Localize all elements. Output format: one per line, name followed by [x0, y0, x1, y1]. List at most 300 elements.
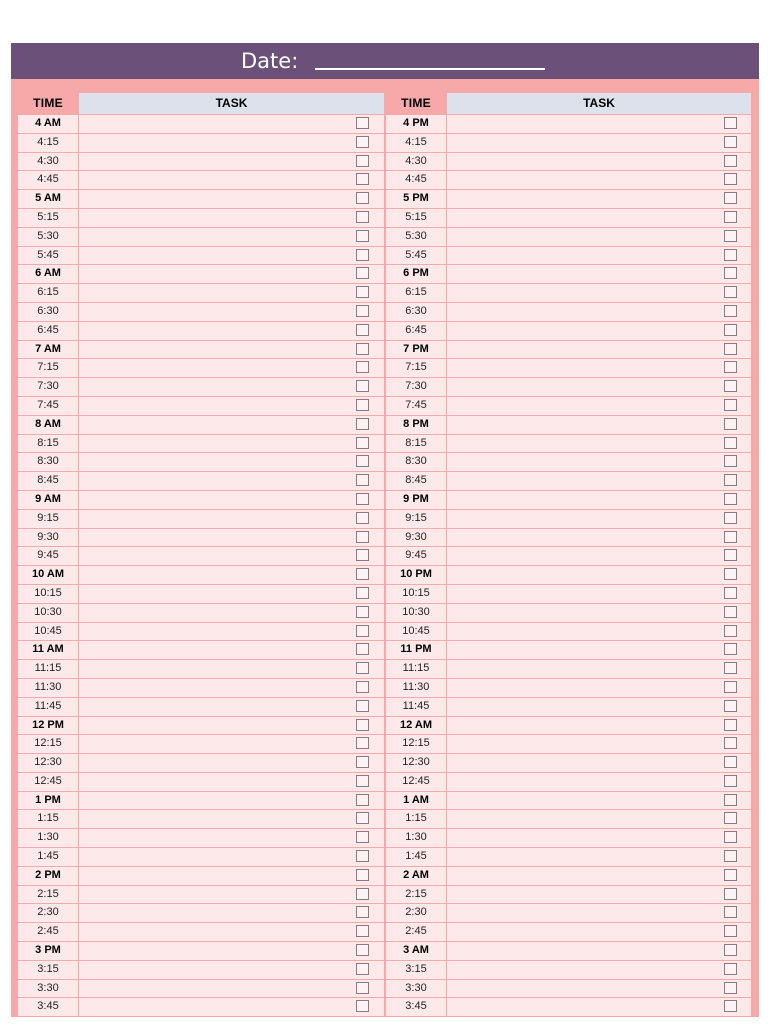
task-cell[interactable] — [79, 265, 384, 283]
task-checkbox[interactable] — [356, 719, 369, 731]
schedule-row — [386, 340, 751, 359]
task-cell[interactable] — [79, 735, 384, 753]
time-cell: 12 AM — [386, 717, 446, 735]
time-cell: 3:30 — [386, 980, 446, 998]
task-checkbox[interactable] — [356, 568, 369, 580]
schedule-row — [18, 396, 384, 415]
time-cell: 1 PM — [18, 792, 78, 810]
time-cell: 7:45 — [18, 397, 78, 415]
time-cell: 7 AM — [18, 341, 78, 359]
schedule-row — [18, 584, 384, 603]
task-cell[interactable] — [447, 190, 751, 208]
task-cell[interactable] — [79, 754, 384, 772]
task-cell[interactable] — [447, 491, 751, 509]
task-checkbox[interactable] — [724, 719, 737, 731]
time-cell: 9:30 — [18, 529, 78, 547]
task-cell[interactable] — [79, 134, 384, 152]
task-checkbox[interactable] — [724, 643, 737, 655]
task-checkbox[interactable] — [724, 361, 737, 373]
time-cell: 10:45 — [18, 623, 78, 641]
task-cell[interactable] — [447, 209, 751, 227]
task-checkbox[interactable] — [356, 812, 369, 824]
task-checkbox[interactable] — [356, 775, 369, 787]
time-cell: 12:15 — [386, 735, 446, 753]
task-column-header: TASK — [447, 93, 751, 114]
task-checkbox[interactable] — [356, 136, 369, 148]
time-cell: 1 AM — [386, 792, 446, 810]
task-cell[interactable] — [447, 773, 751, 791]
time-cell: 1:30 — [386, 829, 446, 847]
task-cell[interactable] — [447, 698, 751, 716]
task-cell[interactable] — [79, 829, 384, 847]
time-cell: 7:15 — [18, 359, 78, 377]
task-cell[interactable] — [79, 679, 384, 697]
time-cell: 10:15 — [18, 585, 78, 603]
schedule-row — [18, 866, 384, 885]
task-cell[interactable] — [79, 190, 384, 208]
task-cell[interactable] — [79, 604, 384, 622]
task-cell[interactable] — [79, 341, 384, 359]
task-cell[interactable] — [79, 209, 384, 227]
time-cell: 5:15 — [18, 209, 78, 227]
task-cell[interactable] — [447, 810, 751, 828]
task-checkbox[interactable] — [356, 963, 369, 975]
task-checkbox[interactable] — [356, 869, 369, 881]
time-cell: 8 PM — [386, 416, 446, 434]
schedule-row — [386, 208, 751, 227]
time-cell: 7 PM — [386, 341, 446, 359]
time-cell: 4:15 — [386, 134, 446, 152]
task-checkbox[interactable] — [356, 173, 369, 185]
task-checkbox[interactable] — [724, 343, 737, 355]
task-checkbox[interactable] — [356, 192, 369, 204]
task-cell[interactable] — [79, 416, 384, 434]
task-cell[interactable] — [79, 998, 384, 1016]
task-cell[interactable] — [447, 848, 751, 866]
task-cell[interactable] — [79, 717, 384, 735]
schedule-row — [18, 885, 384, 904]
task-checkbox[interactable] — [724, 267, 737, 279]
task-cell[interactable] — [79, 980, 384, 998]
task-checkbox[interactable] — [724, 756, 737, 768]
task-cell[interactable] — [79, 904, 384, 922]
task-checkbox[interactable] — [724, 305, 737, 317]
task-checkbox[interactable] — [724, 230, 737, 242]
time-cell: 1:15 — [18, 810, 78, 828]
task-cell[interactable] — [79, 153, 384, 171]
task-checkbox[interactable] — [724, 775, 737, 787]
task-checkbox[interactable] — [356, 399, 369, 411]
task-cell[interactable] — [447, 247, 751, 265]
task-checkbox[interactable] — [724, 380, 737, 392]
task-cell[interactable] — [79, 378, 384, 396]
task-cell[interactable] — [79, 773, 384, 791]
task-checkbox[interactable] — [724, 155, 737, 167]
task-checkbox[interactable] — [356, 343, 369, 355]
task-checkbox[interactable] — [356, 305, 369, 317]
task-cell[interactable] — [447, 228, 751, 246]
schedule-row — [386, 490, 751, 509]
time-cell: 7:30 — [386, 378, 446, 396]
task-checkbox[interactable] — [724, 963, 737, 975]
schedule-row — [386, 452, 751, 471]
task-cell[interactable] — [79, 585, 384, 603]
schedule-row — [386, 114, 751, 133]
time-cell: 4 AM — [18, 115, 78, 133]
planner-sheet — [11, 43, 759, 1017]
schedule-row — [386, 622, 751, 641]
schedule-row — [18, 377, 384, 396]
task-cell[interactable] — [447, 641, 751, 659]
task-cell[interactable] — [79, 453, 384, 471]
task-cell[interactable] — [447, 604, 751, 622]
schedule-row — [386, 697, 751, 716]
task-checkbox[interactable] — [724, 531, 737, 543]
time-cell: 4:45 — [386, 171, 446, 189]
time-cell: 8:15 — [386, 435, 446, 453]
schedule-row — [386, 772, 751, 791]
schedule-row — [386, 584, 751, 603]
time-cell: 2:15 — [386, 886, 446, 904]
time-cell: 3:15 — [386, 961, 446, 979]
time-cell: 12:30 — [18, 754, 78, 772]
task-cell[interactable] — [447, 284, 751, 302]
task-checkbox[interactable] — [356, 531, 369, 543]
task-checkbox[interactable] — [724, 869, 737, 881]
task-cell[interactable] — [447, 529, 751, 547]
task-checkbox[interactable] — [724, 249, 737, 261]
task-checkbox[interactable] — [356, 230, 369, 242]
task-cell[interactable] — [79, 529, 384, 547]
task-cell[interactable] — [79, 228, 384, 246]
schedule-row — [386, 960, 751, 979]
task-cell[interactable] — [447, 998, 751, 1016]
date-label: Date: — [241, 49, 299, 73]
task-cell[interactable] — [447, 265, 751, 283]
task-checkbox[interactable] — [724, 812, 737, 824]
schedule-row — [18, 358, 384, 377]
task-checkbox[interactable] — [356, 324, 369, 336]
task-checkbox[interactable] — [724, 117, 737, 129]
time-cell: 3 PM — [18, 942, 78, 960]
task-cell[interactable] — [79, 961, 384, 979]
task-cell[interactable] — [447, 942, 751, 960]
task-cell[interactable] — [447, 547, 751, 565]
task-checkbox[interactable] — [356, 625, 369, 637]
time-cell: 3:30 — [18, 980, 78, 998]
schedule-row — [18, 321, 384, 340]
schedule-row — [18, 340, 384, 359]
time-cell: 6:45 — [18, 322, 78, 340]
task-checkbox[interactable] — [356, 756, 369, 768]
task-cell[interactable] — [447, 717, 751, 735]
schedule-row — [386, 640, 751, 659]
task-checkbox[interactable] — [356, 512, 369, 524]
schedule-row — [386, 415, 751, 434]
time-cell: 3 AM — [386, 942, 446, 960]
task-checkbox[interactable] — [724, 211, 737, 223]
task-checkbox[interactable] — [724, 455, 737, 467]
time-cell: 6:15 — [386, 284, 446, 302]
task-cell[interactable] — [447, 115, 751, 133]
time-cell: 10 PM — [386, 566, 446, 584]
schedule-row — [386, 434, 751, 453]
task-cell[interactable] — [79, 660, 384, 678]
time-cell: 9 PM — [386, 491, 446, 509]
task-checkbox[interactable] — [356, 286, 369, 298]
task-cell[interactable] — [79, 322, 384, 340]
task-checkbox[interactable] — [724, 512, 737, 524]
task-cell[interactable] — [79, 472, 384, 490]
task-cell[interactable] — [447, 322, 751, 340]
task-cell[interactable] — [447, 378, 751, 396]
time-cell: 10 AM — [18, 566, 78, 584]
schedule-row — [386, 133, 751, 152]
task-checkbox[interactable] — [356, 380, 369, 392]
schedule-row — [18, 772, 384, 791]
task-cell[interactable] — [79, 867, 384, 885]
task-checkbox[interactable] — [724, 794, 737, 806]
task-checkbox[interactable] — [356, 437, 369, 449]
task-checkbox[interactable] — [724, 606, 737, 618]
task-cell[interactable] — [447, 341, 751, 359]
date-header — [11, 43, 759, 79]
schedule-row — [18, 640, 384, 659]
task-checkbox[interactable] — [356, 1000, 369, 1012]
time-cell: 3:15 — [18, 961, 78, 979]
task-cell[interactable] — [79, 359, 384, 377]
task-checkbox[interactable] — [356, 888, 369, 900]
time-cell: 2:45 — [18, 923, 78, 941]
task-checkbox[interactable] — [356, 155, 369, 167]
task-cell[interactable] — [79, 435, 384, 453]
task-cell[interactable] — [447, 792, 751, 810]
time-cell: 6:45 — [386, 322, 446, 340]
task-checkbox[interactable] — [724, 568, 737, 580]
task-cell[interactable] — [447, 585, 751, 603]
task-cell[interactable] — [79, 284, 384, 302]
task-checkbox[interactable] — [724, 737, 737, 749]
task-checkbox[interactable] — [356, 117, 369, 129]
task-cell[interactable] — [447, 679, 751, 697]
task-checkbox[interactable] — [356, 662, 369, 674]
task-cell[interactable] — [79, 923, 384, 941]
task-cell[interactable] — [447, 453, 751, 471]
task-checkbox[interactable] — [724, 850, 737, 862]
task-cell[interactable] — [79, 942, 384, 960]
schedule-row — [386, 678, 751, 697]
schedule-row — [386, 903, 751, 922]
task-checkbox[interactable] — [356, 493, 369, 505]
task-cell[interactable] — [447, 623, 751, 641]
task-cell[interactable] — [79, 792, 384, 810]
task-checkbox[interactable] — [724, 437, 737, 449]
date-field[interactable] — [315, 68, 545, 70]
schedule-row — [18, 283, 384, 302]
task-checkbox[interactable] — [724, 700, 737, 712]
task-cell[interactable] — [79, 303, 384, 321]
time-cell: 10:45 — [386, 623, 446, 641]
task-cell[interactable] — [447, 904, 751, 922]
task-checkbox[interactable] — [356, 267, 369, 279]
task-checkbox[interactable] — [356, 587, 369, 599]
task-checkbox[interactable] — [724, 418, 737, 430]
task-checkbox[interactable] — [724, 925, 737, 937]
task-checkbox[interactable] — [356, 850, 369, 862]
task-cell[interactable] — [447, 510, 751, 528]
task-cell[interactable] — [447, 303, 751, 321]
time-cell: 1:15 — [386, 810, 446, 828]
schedule-row — [386, 603, 751, 622]
task-cell[interactable] — [447, 397, 751, 415]
task-cell[interactable] — [447, 735, 751, 753]
schedule-row — [386, 471, 751, 490]
task-checkbox[interactable] — [724, 324, 737, 336]
task-cell[interactable] — [79, 698, 384, 716]
schedule-row — [18, 546, 384, 565]
task-checkbox[interactable] — [356, 249, 369, 261]
task-cell[interactable] — [447, 923, 751, 941]
task-checkbox[interactable] — [356, 361, 369, 373]
task-checkbox[interactable] — [356, 925, 369, 937]
time-cell: 2 AM — [386, 867, 446, 885]
task-cell[interactable] — [447, 134, 751, 152]
task-cell[interactable] — [447, 980, 751, 998]
task-cell[interactable] — [79, 641, 384, 659]
task-checkbox[interactable] — [724, 944, 737, 956]
task-checkbox[interactable] — [724, 549, 737, 561]
task-checkbox[interactable] — [356, 606, 369, 618]
task-checkbox[interactable] — [356, 211, 369, 223]
schedule-row — [386, 246, 751, 265]
task-cell[interactable] — [447, 660, 751, 678]
time-cell: 7:45 — [386, 397, 446, 415]
task-cell[interactable] — [447, 566, 751, 584]
task-cell[interactable] — [79, 886, 384, 904]
task-cell[interactable] — [447, 886, 751, 904]
schedule-rows — [18, 114, 384, 1016]
time-cell: 5 AM — [18, 190, 78, 208]
task-cell[interactable] — [79, 171, 384, 189]
schedule-row — [18, 264, 384, 283]
task-cell[interactable] — [447, 435, 751, 453]
time-cell: 11:30 — [18, 679, 78, 697]
time-cell: 10:30 — [18, 604, 78, 622]
task-checkbox[interactable] — [356, 643, 369, 655]
task-checkbox[interactable] — [724, 173, 737, 185]
task-checkbox[interactable] — [356, 831, 369, 843]
schedule-row — [386, 866, 751, 885]
schedule-row — [386, 753, 751, 772]
task-checkbox[interactable] — [356, 474, 369, 486]
time-cell: 9:15 — [18, 510, 78, 528]
schedule-row — [18, 659, 384, 678]
task-cell[interactable] — [447, 472, 751, 490]
schedule-row — [386, 565, 751, 584]
task-checkbox[interactable] — [356, 700, 369, 712]
task-checkbox[interactable] — [724, 587, 737, 599]
task-cell[interactable] — [447, 961, 751, 979]
task-checkbox[interactable] — [724, 192, 737, 204]
task-cell[interactable] — [79, 810, 384, 828]
schedule-row — [386, 509, 751, 528]
schedule-row — [18, 152, 384, 171]
task-cell[interactable] — [447, 171, 751, 189]
task-cell[interactable] — [79, 566, 384, 584]
task-cell[interactable] — [79, 510, 384, 528]
task-cell[interactable] — [447, 867, 751, 885]
time-cell: 9 AM — [18, 491, 78, 509]
task-cell[interactable] — [447, 153, 751, 171]
schedule-row — [18, 997, 384, 1016]
time-cell: 4:15 — [18, 134, 78, 152]
task-cell[interactable] — [79, 115, 384, 133]
task-cell[interactable] — [447, 754, 751, 772]
task-cell[interactable] — [447, 416, 751, 434]
task-checkbox[interactable] — [724, 888, 737, 900]
time-column-header: TIME — [401, 96, 431, 110]
task-checkbox[interactable] — [724, 474, 737, 486]
time-cell: 2:15 — [18, 886, 78, 904]
task-cell[interactable] — [79, 247, 384, 265]
schedule-row — [386, 997, 751, 1016]
task-checkbox[interactable] — [356, 549, 369, 561]
schedule-row — [18, 603, 384, 622]
task-cell[interactable] — [79, 848, 384, 866]
task-cell[interactable] — [447, 829, 751, 847]
task-checkbox[interactable] — [724, 982, 737, 994]
task-checkbox[interactable] — [724, 493, 737, 505]
task-checkbox[interactable] — [356, 455, 369, 467]
schedule-row — [18, 509, 384, 528]
task-cell[interactable] — [79, 397, 384, 415]
task-checkbox[interactable] — [724, 625, 737, 637]
schedule-row — [18, 114, 384, 133]
task-checkbox[interactable] — [724, 399, 737, 411]
time-cell: 2:45 — [386, 923, 446, 941]
schedule-row — [386, 546, 751, 565]
task-checkbox[interactable] — [356, 982, 369, 994]
time-cell: 1:30 — [18, 829, 78, 847]
time-cell: 4 PM — [386, 115, 446, 133]
schedule-row — [18, 622, 384, 641]
task-checkbox[interactable] — [724, 681, 737, 693]
task-cell[interactable] — [447, 359, 751, 377]
task-checkbox[interactable] — [724, 662, 737, 674]
task-checkbox[interactable] — [724, 831, 737, 843]
task-checkbox[interactable] — [724, 1000, 737, 1012]
task-checkbox[interactable] — [356, 681, 369, 693]
task-checkbox[interactable] — [356, 737, 369, 749]
task-checkbox[interactable] — [356, 794, 369, 806]
task-checkbox[interactable] — [356, 944, 369, 956]
task-checkbox[interactable] — [356, 906, 369, 918]
time-cell: 1:45 — [18, 848, 78, 866]
task-checkbox[interactable] — [724, 136, 737, 148]
task-checkbox[interactable] — [356, 418, 369, 430]
time-cell: 1:45 — [386, 848, 446, 866]
task-cell[interactable] — [79, 547, 384, 565]
schedule-row — [386, 885, 751, 904]
schedule-row — [386, 321, 751, 340]
schedule-row — [18, 791, 384, 810]
time-cell: 11:15 — [386, 660, 446, 678]
task-cell[interactable] — [79, 623, 384, 641]
task-cell[interactable] — [79, 491, 384, 509]
task-checkbox[interactable] — [724, 286, 737, 298]
schedule-row — [18, 452, 384, 471]
task-checkbox[interactable] — [724, 906, 737, 918]
